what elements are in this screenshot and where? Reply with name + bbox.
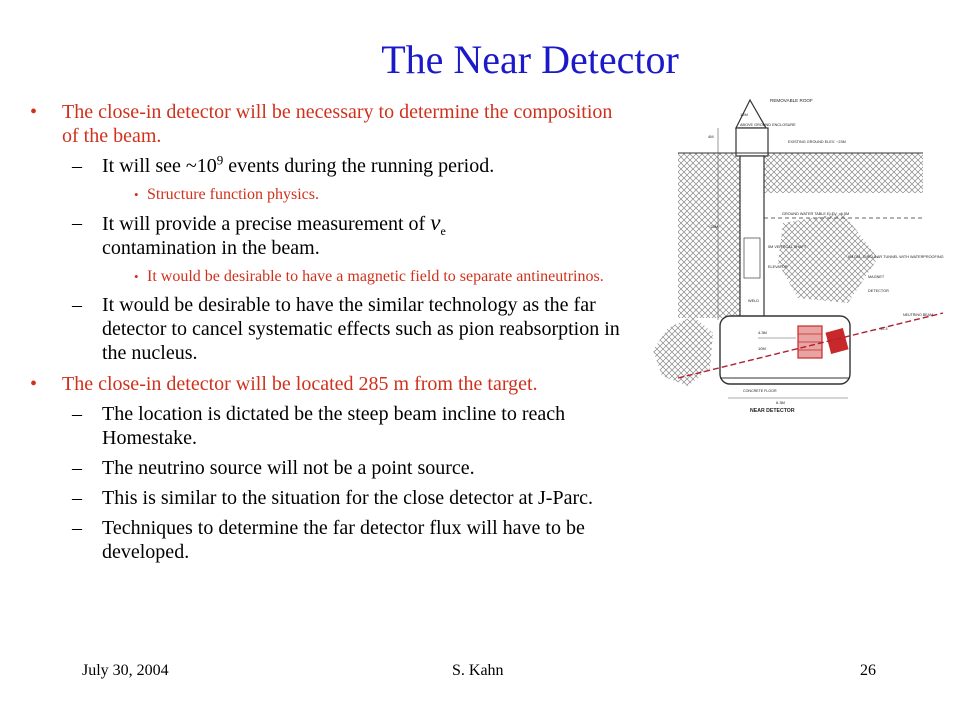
- label-dim-left: 4M: [708, 134, 714, 139]
- sub-bullet-item: [30, 486, 630, 510]
- sub-bullet-item: [30, 211, 630, 260]
- label-shaft: 5M VERTICAL SHAFT: [768, 245, 807, 249]
- sub-bullet-item: [30, 154, 630, 178]
- slide-content: [30, 100, 630, 564]
- small-bullet-marker: •: [134, 187, 139, 202]
- footer-date: July 30, 2004: [82, 662, 169, 679]
- slide-title: The Near Detector: [381, 37, 679, 82]
- dash-marker: –: [72, 457, 82, 479]
- sub-bullet-text: It would be desirable to have the similar technology as the far detector to cancel systematic effects such as pion reabsorption in the nucleus.: [102, 294, 620, 364]
- label-water-table: GROUND WATER TABLE ELEV. ~6.5M: [782, 212, 850, 216]
- label-ground-elev: EXISTING GROUND ELEV. ~23M: [788, 140, 846, 144]
- label-detector: DETECTOR: [868, 289, 889, 293]
- dash-marker: –: [72, 487, 82, 509]
- bullet-marker: •: [30, 101, 38, 123]
- footer-page-number: 26: [860, 662, 876, 679]
- dash-marker: –: [72, 403, 82, 425]
- rock-octagon: [653, 316, 713, 386]
- bullet-item: [30, 372, 630, 396]
- sub-sub-bullet-text: It would be desirable to have a magnetic field to separate antineutrinos.: [147, 268, 604, 285]
- bullet-text: The close-in detector will be necessary to determine the composition of the beam.: [62, 101, 613, 147]
- footer-author: S. Kahn: [452, 662, 504, 679]
- label-dim-113: 11.3: [880, 326, 888, 331]
- subscript: e: [440, 224, 446, 238]
- label-floor: CONCRETE FLOOR: [743, 389, 777, 393]
- label-beam: NEUTRINO BEAM: [903, 313, 933, 317]
- near-detector-diagram: [648, 88, 948, 418]
- rock-left: [678, 153, 740, 318]
- vertical-shaft: [740, 156, 764, 321]
- sub-sub-bullet-text: Structure function physics.: [147, 186, 319, 203]
- sub-bullet-item: [30, 293, 630, 365]
- bullet-text: The close-in detector will be located 285 m from the target.: [62, 373, 538, 395]
- sub-bullet-text: The neutrino source will not be a point source.: [102, 457, 475, 479]
- sub-bullet-text: contamination in the beam.: [102, 237, 320, 259]
- sub-bullet-text: events during the running period.: [223, 155, 495, 177]
- above-ground-enclosure: [736, 128, 768, 156]
- label-dim-depth: ~23M: [708, 224, 719, 229]
- label-tunnel: 6M DIA. CIRCULAR TUNNEL WITH WATERPROOFING: [848, 255, 944, 259]
- dash-marker: –: [72, 517, 82, 539]
- dash-marker: –: [72, 294, 82, 316]
- label-dim-63: 6.3M: [776, 400, 785, 405]
- label-dim-top: 12M: [740, 112, 748, 117]
- label-magnet: MAGNET: [868, 275, 885, 279]
- caption-near-detector: NEAR DETECTOR: [750, 408, 795, 414]
- label-weld: WELD: [748, 299, 759, 303]
- dash-marker: –: [72, 212, 82, 234]
- sub-bullet-text: This is similar to the situation for the close detector at J-Parc.: [102, 487, 593, 509]
- label-dim-43: 4.3M: [758, 330, 767, 335]
- label-roof: REMOVABLE ROOF: [770, 98, 813, 103]
- sub-bullet-text: Techniques to determine the far detector flux will have to be developed.: [102, 517, 585, 563]
- sub-bullet-item: [30, 456, 630, 480]
- label-enclosure: ABOVE GROUND ENCLOSURE: [740, 123, 796, 127]
- label-elevator: ELEVATOR: [768, 265, 788, 269]
- sub-bullet-item: [30, 516, 630, 564]
- sub-bullet-text: It will provide a precise measurement of: [102, 213, 431, 235]
- sub-sub-bullet-item: [30, 184, 630, 205]
- label-dim-10: 10M: [758, 346, 766, 351]
- sub-sub-bullet-item: [30, 266, 630, 287]
- superscript: 9: [216, 152, 224, 168]
- dash-marker: –: [72, 155, 82, 177]
- bullet-item: [30, 100, 630, 148]
- sub-bullet-text: It will see ~10: [102, 155, 217, 177]
- bullet-marker: •: [30, 373, 38, 395]
- small-bullet-marker: •: [134, 269, 139, 284]
- nu-symbol: ν: [430, 210, 441, 235]
- sub-bullet-item: [30, 402, 630, 450]
- rock-right: [763, 153, 923, 193]
- sub-bullet-text: The location is dictated be the steep beam incline to reach Homestake.: [102, 403, 566, 449]
